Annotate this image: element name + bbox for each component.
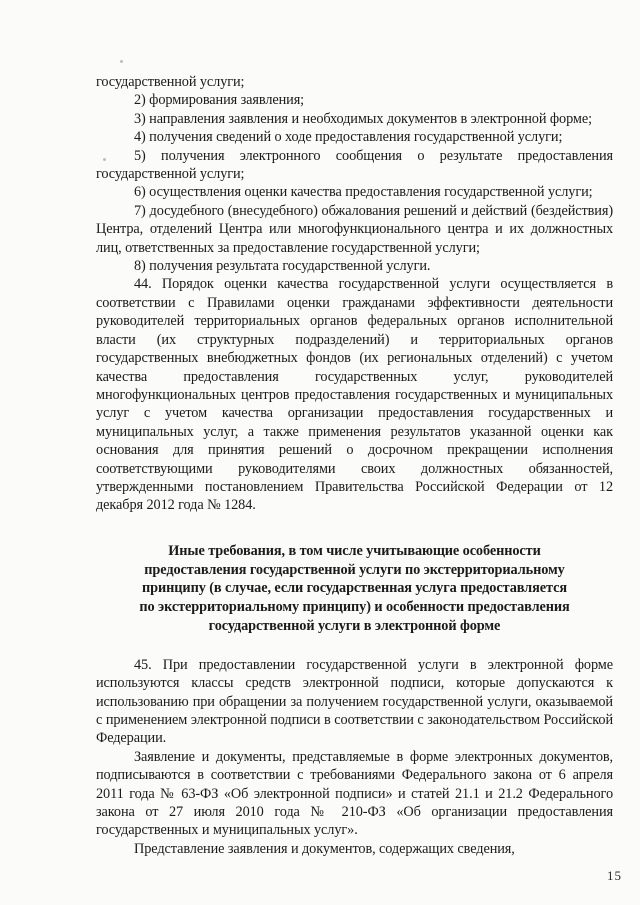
document-page [96, 73, 613, 858]
paragraph-signature-requirements: Заявление и документы, представляемые в форме электронных документов, подписываются в соответствии с требованиями Федерального закона от 6 апреля 2011 года № 63-ФЗ «Об электронной подписи» и статей 21.1 и 21.2 Федерального закона от 27 июля 2010 года № 210-ФЗ «Об организации предоставления государственных и муниципальных услуг». [96, 748, 613, 839]
list-item-4: 4) получения сведений о ходе предоставления государственной услуги; [134, 129, 563, 146]
scan-speck [103, 158, 106, 161]
section-heading [116, 542, 593, 636]
paragraph-44: 44. Порядок оценки качества государственной услуги осуществляется в соответствии с Правилами оценки гражданами эффективности деятельности руководителей территориальных органов федеральных органов исполнительной власти (их структурных подразделений) и территориальных органов государственных внебюджетных фондов (их региональных отделений) с учетом качества предоставления государственных услуг, руководителей многофункциональных центров предоставления государственных и муниципальных услуг с учетом качества организации предоставления государственных и муниципальных услуг, а также применения результатов указанной оценки как основания для принятия решений о досрочном прекращении исполнения соответствующими руководителями своих должностных обязанностей, утвержденными постановлением Правительства Российской Федерации от 12 декабря 2012 года № 1284. [96, 276, 613, 514]
section-heading-line: государственной услуги в электронной форме [208, 617, 501, 634]
paragraph-submission: Представление заявления и документов, содержащих сведения, [134, 840, 515, 857]
paragraph-45: 45. При предоставлении государственной услуги в электронной форме используются классы средств электронной подписи, которые допускаются к использованию при обращении за получением государственной услуги, оказываемой с применением электронной подписи в соответствии с законодательством Российской Федерации. [96, 656, 613, 747]
list-item-2: 2) формирования заявления; [134, 92, 305, 109]
list-item-5: 5) получения электронного сообщения о результате предоставления государственной услуги; [96, 147, 613, 183]
section-heading-line: Иные требования, в том числе учитывающие особенности [168, 542, 541, 559]
section-heading-line: предоставления государственной услуги по экстерриториальному [144, 561, 565, 578]
list-item-3: 3) направления заявления и необходимых документов в электронной форме; [134, 110, 592, 127]
scan-speck [120, 60, 123, 63]
list-item-continuation: государственной услуги; [96, 74, 245, 90]
page-number: 15 [607, 868, 622, 883]
list-item-7: 7) досудебного (внесудебного) обжалования решений и действий (бездействия) Центра, отделений Центра или многофункционального центра и их должностных лиц, ответственных за предоставление государственной услуги; [96, 202, 613, 256]
list-item-8: 8) получения результата государственной услуги. [134, 258, 431, 275]
section-heading-line: по экстерриториальному принципу) и особенности предоставления [139, 599, 570, 616]
section-heading-line: принципу (в случае, если государственная услуга предоставляется [142, 580, 567, 597]
list-item-6: 6) осуществления оценки качества предоставления государственной услуги; [134, 184, 593, 201]
